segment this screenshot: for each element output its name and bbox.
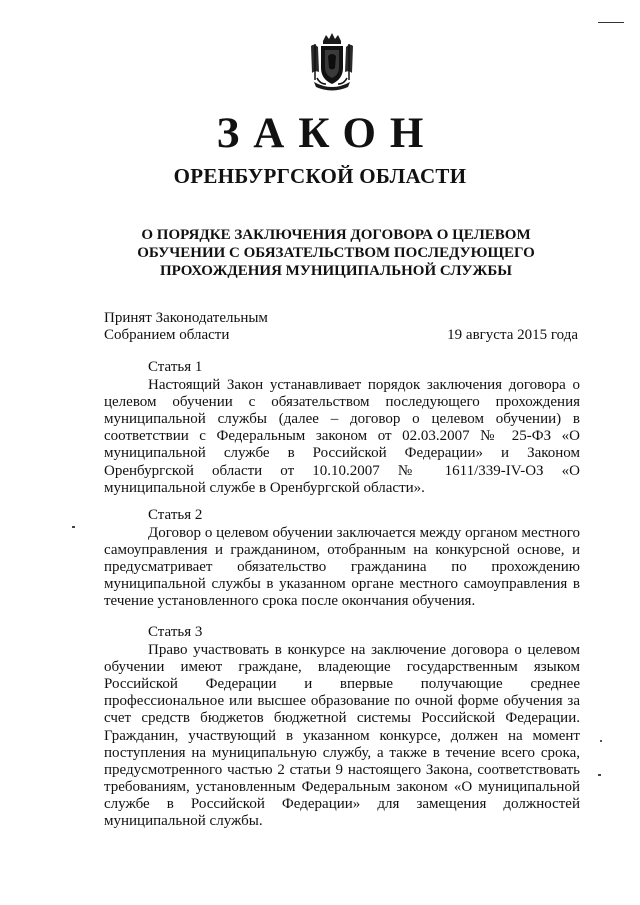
adoption-line-1: Принят Законодательным (104, 310, 268, 326)
adoption-block (104, 310, 580, 344)
article-2 (104, 507, 580, 611)
article-3 (104, 624, 580, 830)
adoption-date: 19 августа 2015 года (447, 327, 578, 343)
document-region: ОРЕНБУРГСКОЙ ОБЛАСТИ (173, 164, 467, 188)
article-text: Право участвовать в конкурсе на заключение договора о целевом обучении имеют граждане, владеющие государственным языком Российской Федерации и впервые получающие среднее профессиональное или высшее образование по очной форме обучения за счет средств бюджетов бюджетной системы Российской Федерации. Гражданин, участвующий в указанном конкурсе, должен на момент поступления на муниципальную службу, а также в течение всего срока, предусмотренного частью 2 статьи 9 настоящего Закона, соответствовать требованиям, установленным Федеральным законом «О муниципальной службе в Российской Федерации» для замещения должностей муниципальной службы. (104, 642, 580, 830)
law-name: О ПОРЯДКЕ ЗАКЛЮЧЕНИЯ ДОГОВОРА О ЦЕЛЕВОМ ОБУЧЕНИИ С ОБЯЗАТЕЛЬСТВОМ ПОСЛЕДУЮЩЕГО ПРОХОЖДЕНИЯ МУНИЦИПАЛЬНОЙ СЛУЖБЫ (137, 227, 535, 279)
article-1 (104, 359, 580, 497)
article-text: Договор о целевом обучении заключается между органом местного самоуправления и гражданином, отобранным на конкурсной основе, и предусматривает обязательство гражданина по прохождению муниципальной службы в указанном органе местного самоуправления в течение установленного срока после окончания обучения. (104, 525, 580, 610)
article-title: Статья 3 (148, 624, 203, 640)
document-title: ЗАКОН (216, 110, 438, 157)
scan-mark (598, 22, 624, 23)
article-title: Статья 2 (148, 507, 203, 523)
article-title: Статья 1 (148, 359, 203, 375)
scan-mark (72, 526, 75, 528)
scan-mark (598, 774, 601, 776)
article-text: Настоящий Закон устанавливает порядок заключения договора о целевом обучении с обязательством последующего прохождения муниципальной службы (далее – договор о целевом обучении) в соответствии с Федеральным законом от 02.03.2007 № 25-ФЗ «О муниципальной службе в Российской Федерации» и Законом Оренбургской области от 10.10.2007 № 1611/339-IV-ОЗ «О муниципальной службе в Оренбургской области». (104, 377, 580, 496)
coat-of-arms-icon (306, 32, 358, 94)
adoption-line-2: Собранием области (104, 327, 230, 343)
scan-mark (600, 740, 602, 742)
